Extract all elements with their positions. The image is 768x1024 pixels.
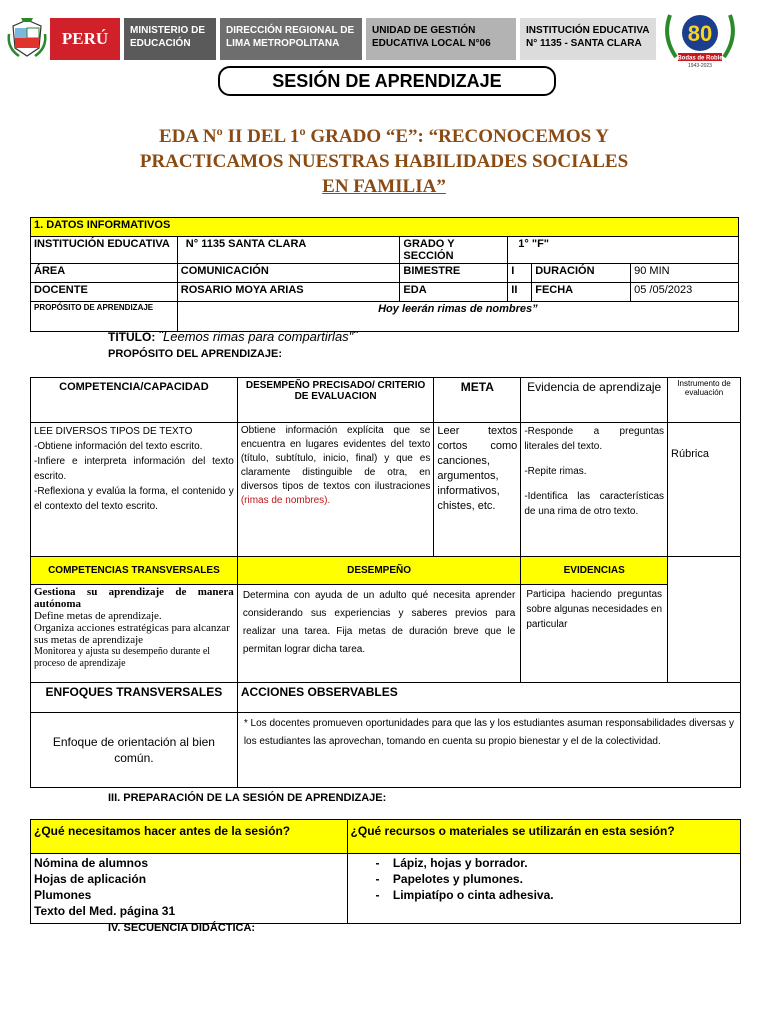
enfoque-cell: Enfoque de orientación al bien común. <box>31 713 238 788</box>
h-comp-transversales: COMPETENCIAS TRANSVERSALES <box>31 557 238 585</box>
direccion-regional-label: DIRECCIÓN REGIONAL DE LIMA METROPOLITANA <box>220 18 362 60</box>
secuencia-heading: IV. SECUENCIA DIDÁCTICA: <box>108 922 256 934</box>
antes-item: Nómina de alumnos <box>34 856 149 870</box>
proposito-cell-label: PROPÓSITO DE APRENDIZAJE <box>31 302 178 332</box>
area-cell-label: ÁREA <box>31 264 178 283</box>
titulo-value: ¨Leemos rimas para compartirlas"¨ <box>158 329 358 344</box>
comp-transversal-2: Organiza acciones estratégicas para alcanzar sus metas de aprendizaje <box>34 622 230 646</box>
comp-transversal-title: Gestiona su aprendizaje de manera autónoma <box>34 586 234 610</box>
proposito-heading: PROPÓSITO DEL APRENDIZAJE: <box>108 348 282 360</box>
recurso-item: - Limpiatípo o cinta adhesiva. <box>375 888 554 902</box>
comp-transversal-cell <box>31 585 238 683</box>
peru-coat-of-arms-icon <box>5 14 49 60</box>
desempeno-text: Obtiene información explícita que se encuentra en lugares evidentes del texto (título, subtítulo, inicio, final) y que es claramente distinguible de otra, en diversos tipos de textos con ilustraciones <box>240 425 431 492</box>
titulo-line <box>108 329 358 344</box>
h-desempeno-transversal: DESEMPEÑO <box>237 557 521 585</box>
h-desempeno: DESEMPEÑO PRECISADO/ CRITERIO DE EVALUACION <box>237 378 434 423</box>
recurso-text: Papelotes y plumones. <box>392 872 523 886</box>
institucion-cell-value: N° 1135 SANTA CLARA <box>177 237 400 264</box>
h-meta: META <box>434 378 521 423</box>
antes-item: Hojas de aplicación <box>34 872 147 886</box>
preparacion-q2: ¿Qué recursos o materiales se utilizarán en esta sesión? <box>347 820 740 854</box>
comp-item-2: -Infiere e interpreta información del texto escrito. <box>34 456 234 482</box>
instrumento-cell: Rúbrica <box>668 423 741 557</box>
comp-item-1: -Obtiene información del texto escrito. <box>34 441 203 452</box>
datos-heading: 1. DATOS INFORMATIVOS <box>31 218 739 237</box>
duracion-cell-value: 90 MIN <box>631 264 739 283</box>
bimestre-cell-label: BIMESTRE <box>400 264 508 283</box>
evidencias-transversal-cell: Participa haciendo preguntas sobre algunas necesidades en particular <box>521 585 668 683</box>
recurso-text: Lápiz, hojas y borrador. <box>392 856 528 870</box>
h-instrumento: Instrumento de evaluación <box>668 378 741 423</box>
eda-cell-label: EDA <box>400 283 508 302</box>
docente-cell-label: DOCENTE <box>31 283 178 302</box>
ugel-label: UNIDAD DE GESTIÓN EDUCATIVA LOCAL N°06 <box>366 18 516 60</box>
eda-title <box>100 124 668 199</box>
desempeno-transversal-cell: Determina con ayuda de un adulto qué necesita aprender considerando sus experiencias y saberes previos para realizar una tarea. Fija metas de duración breve que le permitan lograr dicha tarea. <box>237 585 521 683</box>
comp-transversal-1: Define metas de aprendizaje. <box>34 610 162 622</box>
datos-informativos-table <box>30 217 739 332</box>
meta-cell: Leer textos cortos como canciones, argumentos, informativos, chistes, etc. <box>434 423 521 557</box>
titulo-label: TITULO: <box>108 330 156 344</box>
recursos-cell <box>347 854 740 924</box>
preparacion-table <box>30 819 741 924</box>
recurso-item: - Papelotes y plumones. <box>375 872 523 886</box>
docente-cell-value: ROSARIO MOYA ARIAS <box>177 283 400 302</box>
h-evidencias-transversal: EVIDENCIAS <box>521 557 668 585</box>
logo-years: 1943-2023 <box>688 63 712 69</box>
area-cell-value: COMUNICACIÓN <box>177 264 400 283</box>
desempeno-cell <box>237 423 434 557</box>
logo-number: 80 <box>687 21 713 46</box>
antes-item: Texto del Med. página 31 <box>34 904 176 918</box>
evid-item-3: -Identifica las características de una rima de otro texto. <box>524 491 665 517</box>
antes-cell <box>31 854 348 924</box>
antes-item: Plumones <box>34 888 92 902</box>
competencia-cell <box>31 423 238 557</box>
h-acciones: ACCIONES OBSERVABLES <box>237 683 740 713</box>
evid-item-1: -Responde a preguntas literales del texto. <box>524 426 665 452</box>
eda-line-3: EN FAMILIA” <box>322 176 446 197</box>
bimestre-cell-value: I <box>508 264 532 283</box>
fecha-cell-label: FECHA <box>532 283 631 302</box>
acciones-cell: * Los docentes promueven oportunidades para que las y los estudiantes asuman responsabilidades diversas y los estudiantes las aprovechan, tomando en cuenta su propio bienestar y el de la colectividad. <box>237 713 740 788</box>
blank-cell-2 <box>668 585 741 683</box>
eda-cell-value: II <box>508 283 532 302</box>
logo-sub: Bodas de Roble <box>677 55 723 62</box>
comp-transversal-3: Monitorea y ajusta su desempeño durante el proceso de aprendizaje <box>34 646 211 669</box>
preparacion-q1: ¿Qué necesitamos hacer antes de la sesión? <box>31 820 348 854</box>
eda-line-1: EDA Nº II DEL 1º GRADO “E”: “RECONOCEMOS Y <box>159 126 609 147</box>
grado-cell-label: GRADO Y SECCIÓN <box>400 237 508 264</box>
fecha-cell-value: 05 /05/2023 <box>631 283 739 302</box>
institucion-label: INSTITUCIÓN EDUCATIVA N° 1135 - SANTA CLARA <box>520 18 656 60</box>
recurso-item: - Lápiz, hojas y borrador. <box>375 856 528 870</box>
peru-banner: PERÚ <box>50 18 120 60</box>
eda-line-2: PRACTICAMOS NUESTRAS HABILIDADES SOCIALES <box>139 151 629 172</box>
evid-item-2: -Repite rimas. <box>524 466 587 477</box>
ministerio-label: MINISTERIO DE EDUCACIÓN <box>124 18 216 60</box>
blank-cell <box>668 557 741 585</box>
competencias-table <box>30 377 741 788</box>
h-evidencia: Evidencia de aprendizaje <box>521 378 668 423</box>
duracion-cell-label: DURACIÓN <box>532 264 631 283</box>
comp-title: LEE DIVERSOS TIPOS DE TEXTO <box>34 426 193 437</box>
comp-item-3: -Reflexiona y evalúa la forma, el contenido y el contexto del texto escrito. <box>34 486 234 512</box>
preparacion-heading: III. PREPARACIÓN DE LA SESIÓN DE APRENDIZAJE: <box>108 792 387 804</box>
evidencia-cell <box>521 423 668 557</box>
proposito-cell-value: Hoy leerán rimas de nombres” <box>177 302 738 332</box>
h-enfoques: ENFOQUES TRANSVERSALES <box>31 683 238 713</box>
recurso-text: Limpiatípo o cinta adhesiva. <box>392 888 554 902</box>
session-title: SESIÓN DE APRENDIZAJE <box>218 66 556 96</box>
grado-cell-value: 1° "F" <box>508 237 739 264</box>
desempeno-red: (rimas de nombres). <box>240 495 331 506</box>
h-competencia: COMPETENCIA/CAPACIDAD <box>31 378 238 423</box>
anniversary-logo-icon <box>660 5 740 69</box>
institucion-cell-label: INSTITUCIÓN EDUCATIVA <box>31 237 178 264</box>
